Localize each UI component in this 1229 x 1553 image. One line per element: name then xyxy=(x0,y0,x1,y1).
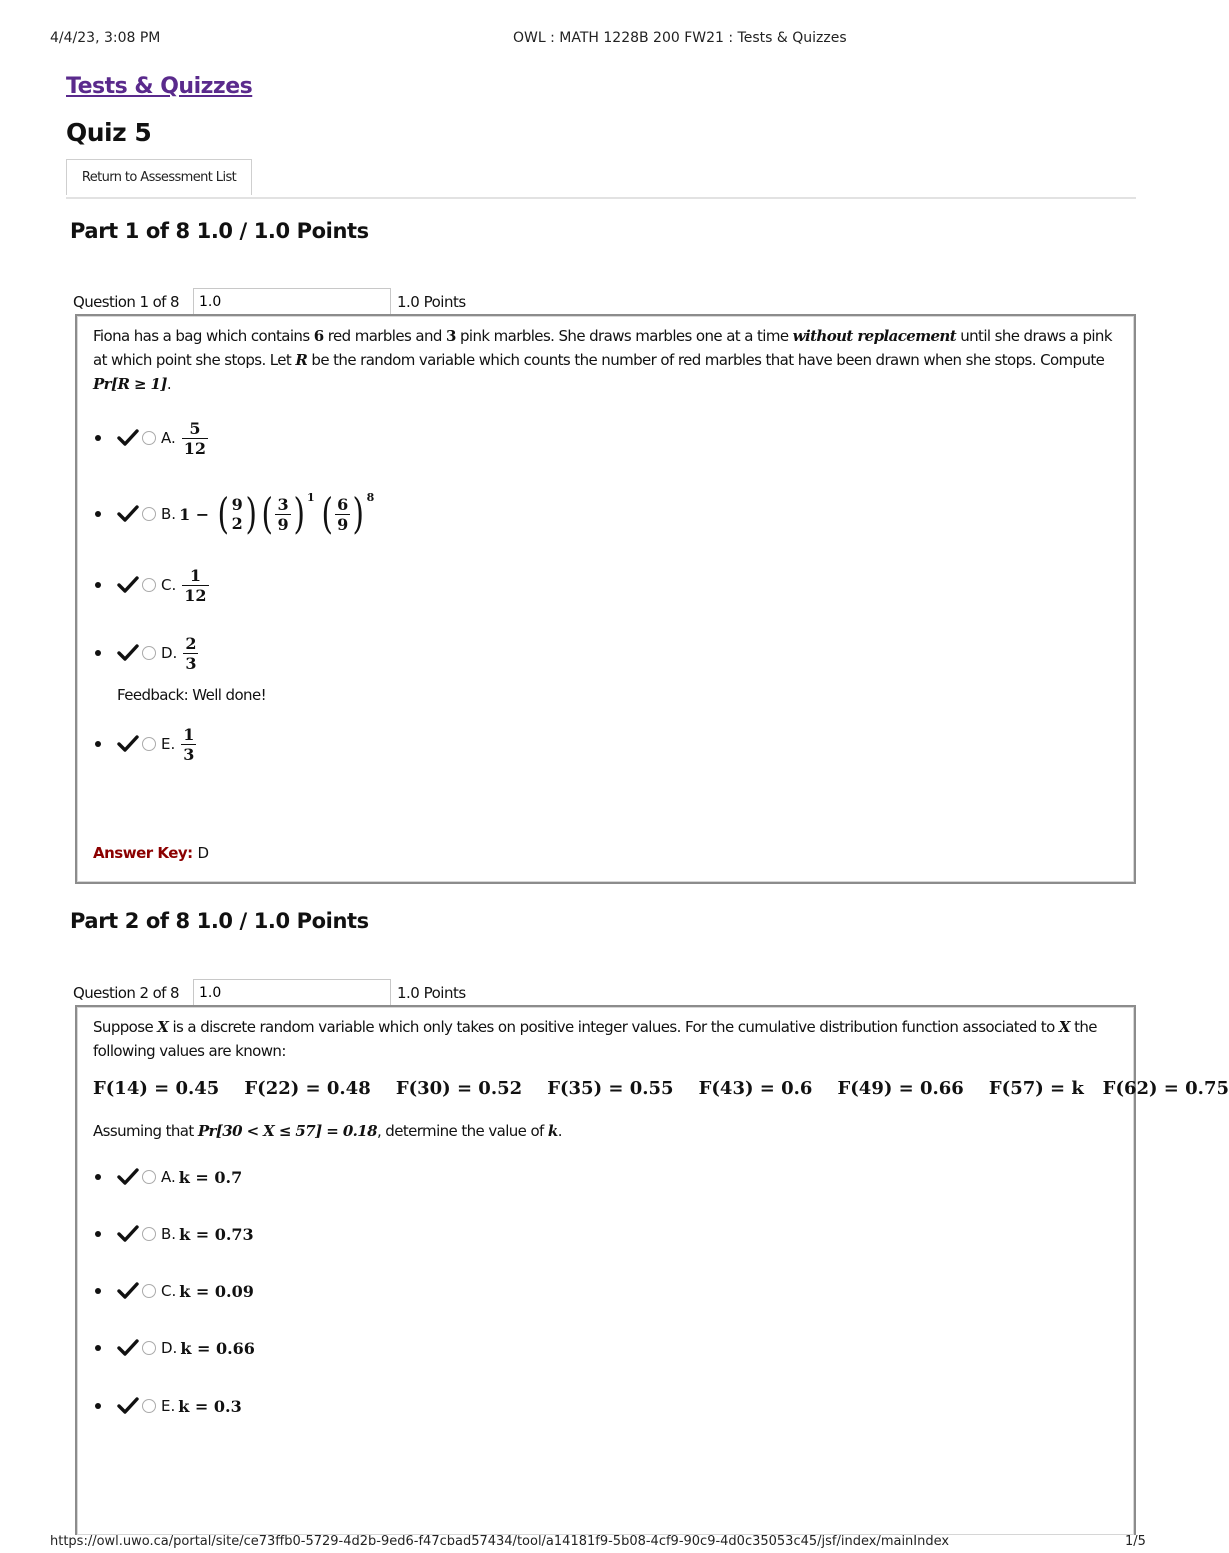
option-b-expression: ( 9 2 ) ( $\frac{3}{9}$ ) $^1$ ( $\frac{6}{9}$ ) $^8$ xyxy=(217,489,375,538)
option-d-fraction: $\frac{2}{3}$ xyxy=(185,633,197,673)
checkmark-icon xyxy=(118,644,138,662)
question-2-text: Suppose X is a discrete random variable which only takes on positive integer values. For the cumulative distribution function associated to X the following values are known: xyxy=(93,1018,1097,1060)
option-d: D. k = 0.66 xyxy=(93,1328,255,1368)
option-e-radio[interactable] xyxy=(142,1399,156,1413)
option-e: E. k = 0.3 xyxy=(93,1386,242,1426)
checkmark-icon xyxy=(118,505,138,523)
option-b-radio[interactable] xyxy=(142,507,156,521)
option-a: A. k = 0.7 xyxy=(93,1157,242,1197)
bullet xyxy=(95,582,101,588)
part-2-heading: Part 2 of 8 1.0 / 1.0 Points xyxy=(70,909,369,933)
checkmark-icon xyxy=(118,735,138,753)
part-1-heading: Part 1 of 8 1.0 / 1.0 Points xyxy=(70,219,369,243)
option-d: D. $\frac{2}{3}$ xyxy=(93,633,198,673)
print-url: https://owl.uwo.ca/portal/site/ce73ffb0-5729-4d2b-9ed6-f47cbad57434/tool/a14181f9-5b08-4cf9-90c9-4d0c35053c45/jsf/index/mainIndex xyxy=(50,1534,950,1549)
option-a-fraction: $\frac{5}{12}$ xyxy=(183,418,207,458)
question-1-label: Question 1 of 8 xyxy=(73,293,179,311)
checkmark-icon xyxy=(118,429,138,447)
option-c-radio[interactable] xyxy=(142,1284,156,1298)
bullet xyxy=(95,1403,101,1409)
option-a-radio[interactable] xyxy=(142,431,156,445)
divider xyxy=(66,197,1136,199)
return-to-assessment-list-button[interactable]: Return to Assessment List xyxy=(66,159,252,195)
option-c-radio[interactable] xyxy=(142,578,156,592)
option-c: C. $\frac{1}{12}$ xyxy=(93,565,209,605)
question-2-box xyxy=(75,1005,1229,1535)
question-2-score-input[interactable] xyxy=(193,979,391,1006)
checkmark-icon xyxy=(118,1168,138,1186)
bullet xyxy=(95,511,101,517)
bullet xyxy=(95,435,101,441)
bullet xyxy=(95,1231,101,1237)
page-title: Quiz 5 xyxy=(66,118,152,147)
option-b: B. 1 − ( 9 2 ) ( $\frac{3}{9}$ ) $^1$ ( $\frac{6}{9}$ ) $^8$ xyxy=(93,494,374,534)
bullet xyxy=(95,1288,101,1294)
option-b-radio[interactable] xyxy=(142,1227,156,1241)
bullet xyxy=(95,741,101,747)
checkmark-icon xyxy=(118,1282,138,1300)
question-1-points: 1.0 Points xyxy=(397,293,466,311)
cdf-values: F(14) = 0.45 F(22) = 0.48 F(30) = 0.52 F(35) = 0.55 F(43) = 0.6 F(49) = 0.66 F(57) = k F(62) = 0.75 xyxy=(93,1078,1229,1099)
bullet xyxy=(95,1345,101,1351)
question-2-assumption: Assuming that Pr[30 < X ≤ 57] = 0.18, determine the value of k. xyxy=(93,1122,562,1140)
option-e: E. $\frac{1}{3}$ xyxy=(93,724,196,764)
bullet xyxy=(95,1174,101,1180)
option-e-radio[interactable] xyxy=(142,737,156,751)
question-2-label: Question 2 of 8 xyxy=(73,984,179,1002)
checkmark-icon xyxy=(118,1225,138,1243)
question-2-points: 1.0 Points xyxy=(397,984,466,1002)
option-c: C. k = 0.09 xyxy=(93,1271,254,1311)
print-page-number: 1/5 xyxy=(1125,1534,1146,1549)
breadcrumb-tests-quizzes[interactable]: Tests & Quizzes xyxy=(66,74,253,99)
bullet xyxy=(95,650,101,656)
option-d-radio[interactable] xyxy=(142,1341,156,1355)
option-a: A. $\frac{5}{12}$ xyxy=(93,418,208,458)
option-b: B. k = 0.73 xyxy=(93,1214,254,1254)
answer-key: Answer Key: D xyxy=(93,844,210,862)
option-d-radio[interactable] xyxy=(142,646,156,660)
question-1-score-input[interactable] xyxy=(193,288,391,315)
option-a-radio[interactable] xyxy=(142,1170,156,1184)
question-1-box xyxy=(75,314,1136,884)
option-c-fraction: $\frac{1}{12}$ xyxy=(184,565,207,605)
question-1-text: Fiona has a bag which contains 6 red marbles and 3 pink marbles. She draws marbles one at a time without replacement until she draws a pink at which point she stops. Let R be the random variable which counts the number of red marbles that have been drawn when she stops. Compute Pr[R ≥ 1]. xyxy=(93,327,1112,393)
checkmark-icon xyxy=(118,1339,138,1357)
checkmark-icon xyxy=(118,1397,138,1415)
option-d-feedback: Feedback: Well done! xyxy=(117,686,266,704)
print-page-title: OWL : MATH 1228B 200 FW21 : Tests & Quizzes xyxy=(513,30,847,46)
checkmark-icon xyxy=(118,576,138,594)
print-datetime: 4/4/23, 3:08 PM xyxy=(50,30,161,46)
option-e-fraction: $\frac{1}{3}$ xyxy=(183,724,195,764)
